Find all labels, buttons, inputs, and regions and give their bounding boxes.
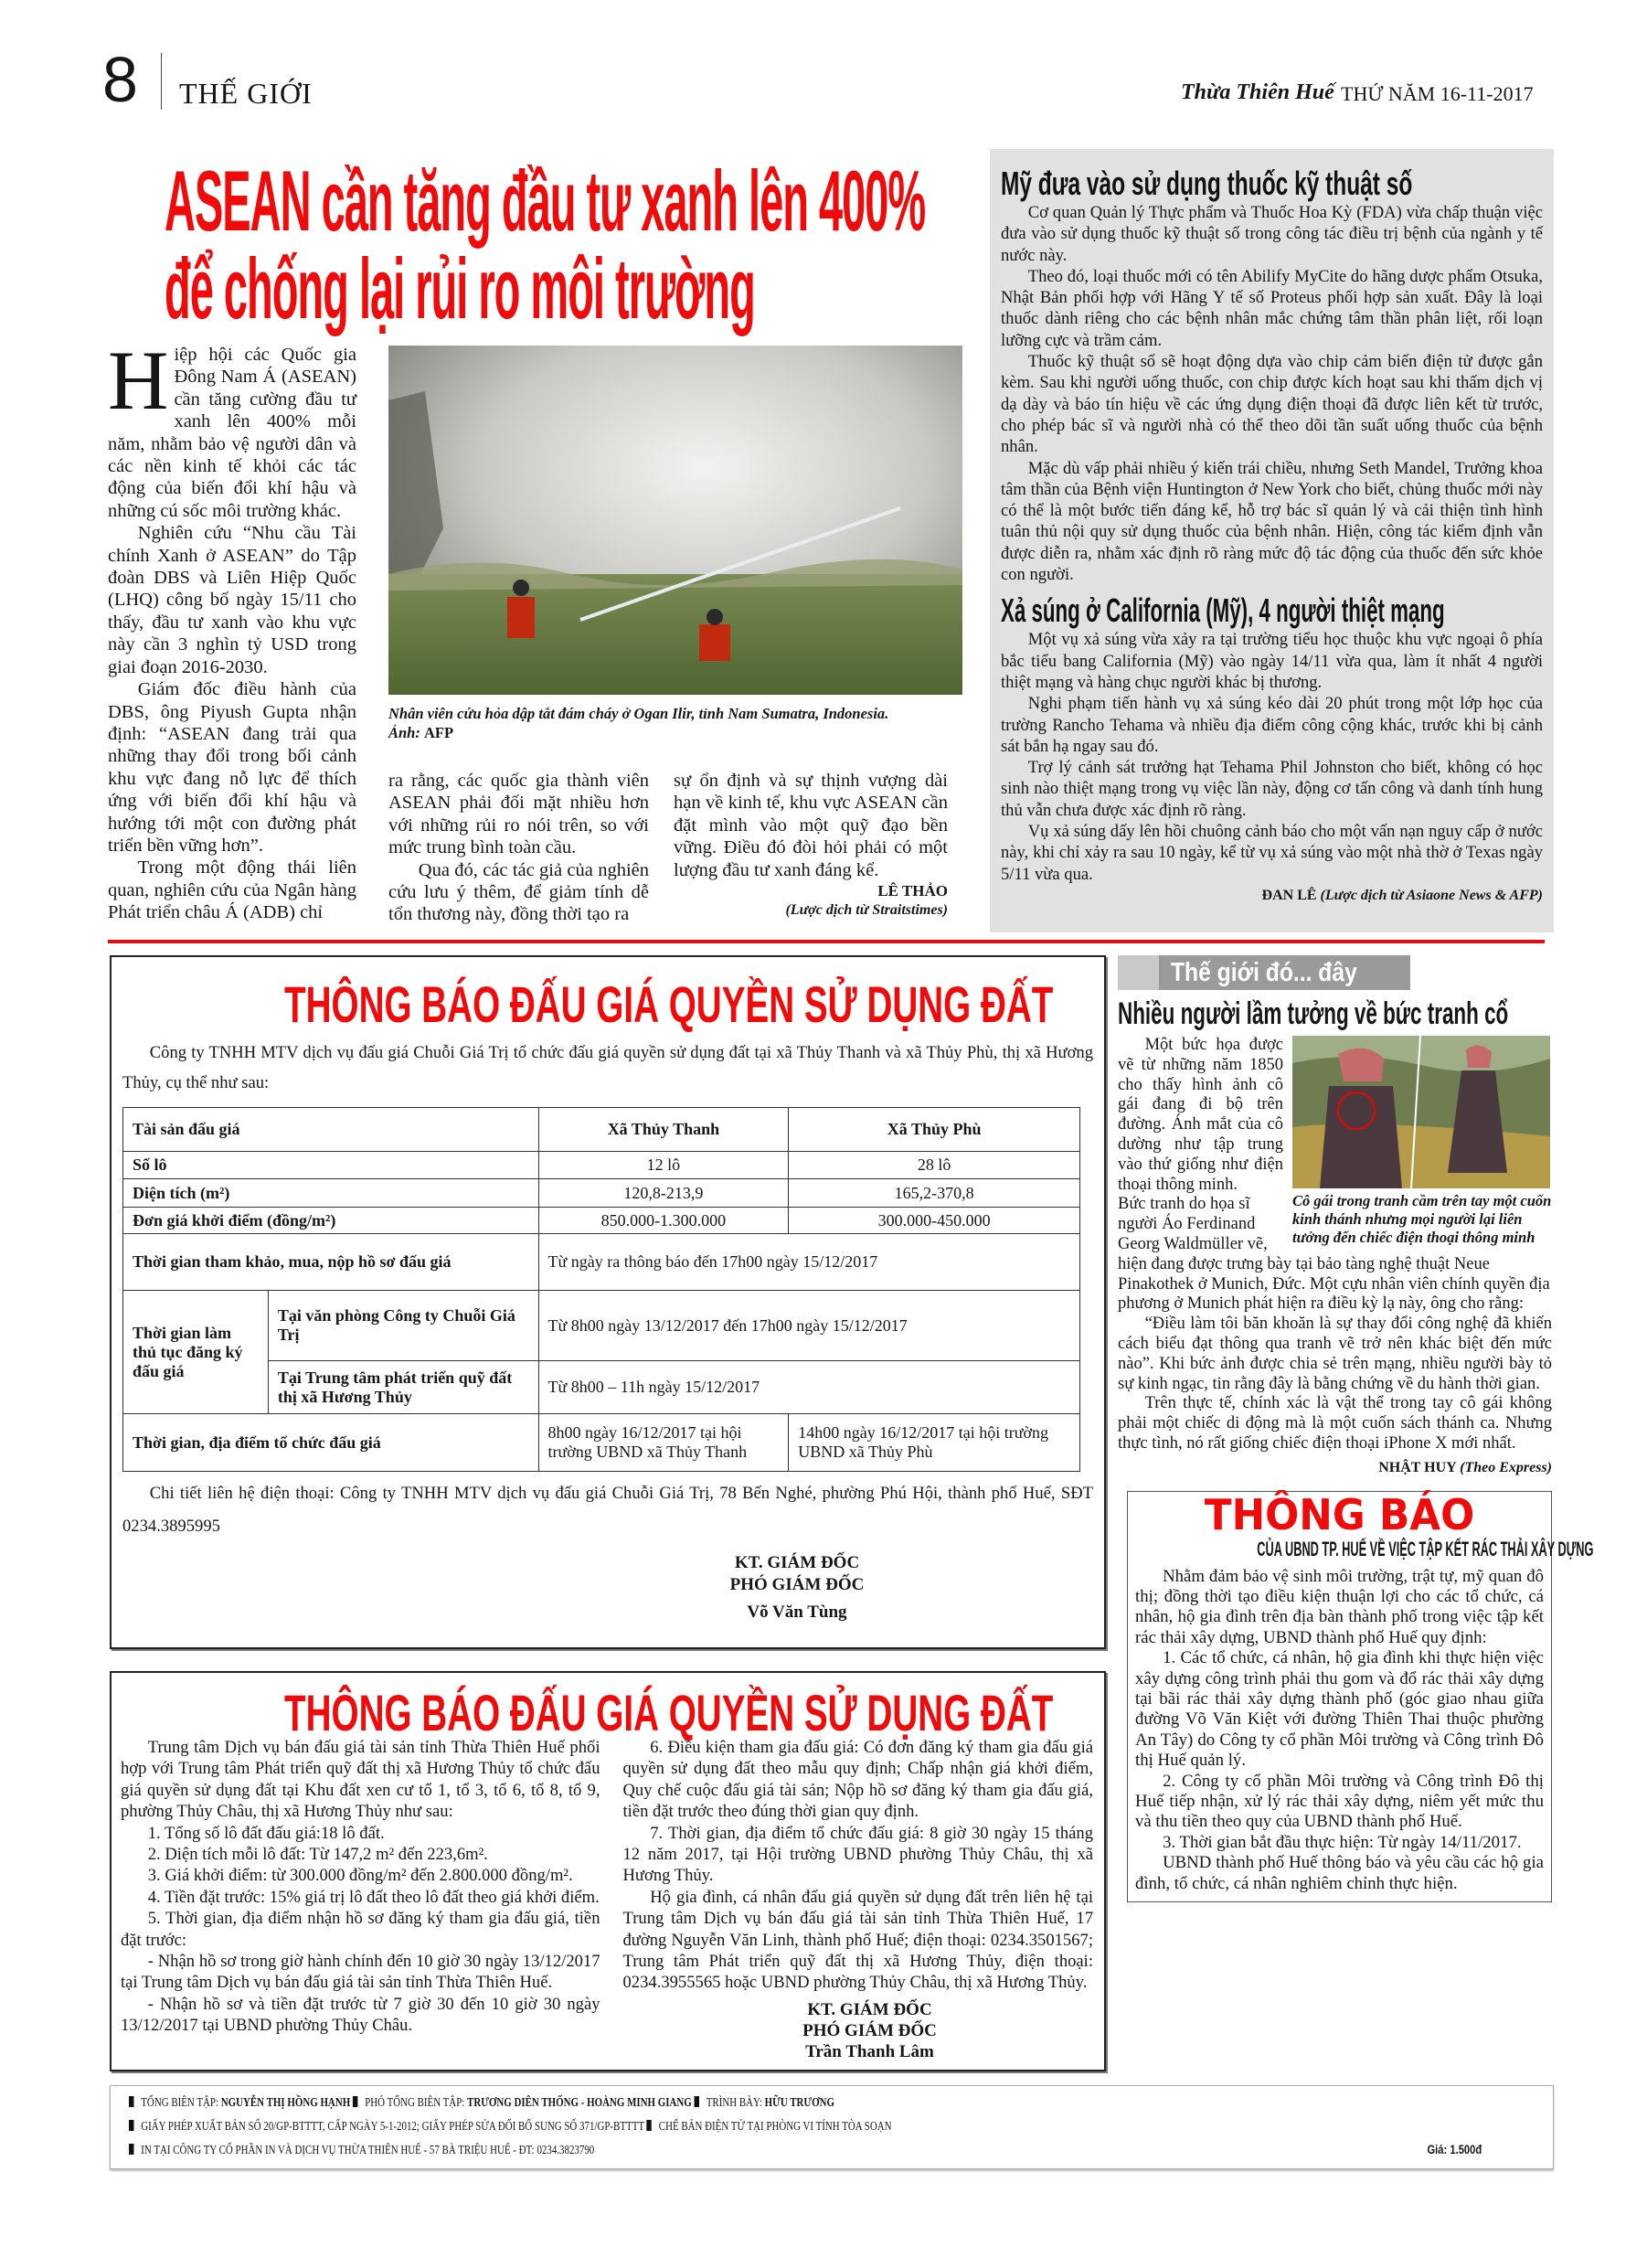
painting-image xyxy=(1292,1036,1550,1188)
photo-caption xyxy=(388,704,964,742)
table-header: Xã Thủy Phù xyxy=(789,1108,1080,1152)
paragraph: 4. Tiền đặt trước: 15% giá trị lô đất theo lô đất theo giá khởi điểm. xyxy=(147,1887,600,1907)
paragraph: Nghiên cứu “Nhu cầu Tài chính Xanh ở ASEAN” do Tập đoàn DBS và Liên Hiệp Quốc (LHQ) công bố ngày 15/11 cho thấy, đầu tư xanh vào khu vực này cần 3 nghìn tỷ USD trong giai đoạn 2016-2030. xyxy=(108,523,356,677)
paragraph: Nhằm đảm bảo vệ sinh môi trường, trật tự, mỹ quan đô thị; đồng thời tạo điều kiện thuận lợi cho các tổ chức, cá nhân, hộ gia đình trên địa bàn thành phố trong việc tập kết rác thải xây dựng, UBND thành phố Huế quy định: xyxy=(1135,1566,1544,1647)
paragraph: - Nhận hồ sơ và tiền đặt trước từ 7 giờ 30 đến 10 giờ 30 ngày 13/12/2017 tại UBND phường Thủy Châu. xyxy=(121,1994,600,2036)
paragraph: Thuốc kỹ thuật số sẽ hoạt động dựa vào chip cảm biến điện tử được gắn kèm. Sau khi người uống thuốc, con chip được kích hoạt sau khi thấm dịch vị dạ dày và báo tín hiệu về các ứng dụng điện thoại đã được liên kết từ trước, cho phép bác sĩ và người nhà có thể theo dõi tần suất uống thuốc của bệnh nhân. xyxy=(1001,352,1543,457)
auction2-column-2 xyxy=(623,1737,1094,2062)
paragraph: 2. Diện tích mỗi lô đất: Từ 147,2 m² đến 223,6m². xyxy=(147,1845,488,1865)
photo-credit: AFP xyxy=(423,724,454,741)
caption-text: Nhân viên cứu hỏa dập tắt đám cháy ở Ogan Ilir, tỉnh Nam Sumatra, Indonesia. xyxy=(388,705,889,722)
paragraph: Trợ lý cảnh sát trưởng hạt Tehama Phil Johnston cho biết, không có học sinh nào thiệt mạng trong vụ việc lần này, động cơ tấn công và danh tính hung thủ vẫn chưa được xác định rõ ràng. xyxy=(1001,758,1543,820)
paragraph: Vụ xả súng dấy lên hồi chuông cảnh báo cho một vấn nạn nguy cấp ở nước này, khi chỉ xảy ra sau 10 ngày, kể từ vụ xả súng vào một nhà thờ ở Texas ngày 5/11 vừa qua. xyxy=(1001,822,1543,884)
painting-figure xyxy=(1292,1036,1552,1247)
table-header: Tài sản đấu giá xyxy=(123,1108,539,1152)
paragraph: 7. Thời gian, địa điểm tổ chức đấu giá: 8 giờ 30 ngày 15 tháng 12 năm 2017, tại Hội trường UBND phường Thủy Châu, thị xã Hương Thủy. xyxy=(622,1823,1093,1886)
table-cell: Từ 8h00 ngày 13/12/2017 đến 17h00 ngày 15/12/2017 xyxy=(538,1291,1079,1361)
signature-name: Trần Thanh Lâm xyxy=(805,2041,934,2061)
table-cell: 8h00 ngày 16/12/2017 tại hội trường UBND xã Thủy Thanh xyxy=(538,1414,789,1472)
paragraph: 5. Thời gian, địa điểm nhận hồ sơ đăng ký tham gia đấu giá, tiền đặt trước: xyxy=(121,1909,600,1950)
source: (Lược dịch từ Asiaone News & AFP) xyxy=(1320,887,1543,903)
signature-title: KT. GIÁM ĐỐC xyxy=(807,1999,932,2019)
table-header: Xã Thủy Thanh xyxy=(538,1108,789,1152)
paragraph: Bức tranh do họa sĩ người Áo xyxy=(1118,1195,1250,1234)
table-cell: 165,2-370,8 xyxy=(789,1179,1080,1208)
painting-caption: Cô gái trong tranh cầm trên tay một cuốn kinh thánh nhưng mọi người lại liên tưởng đến chiếc điện thoại thông minh xyxy=(1292,1192,1552,1246)
auction2-column-1 xyxy=(121,1737,600,2062)
issue-date: THỨ NĂM 16-11-2017 xyxy=(1341,82,1534,105)
table-cell: Thời gian tham khảo, mua, nộp hồ sơ đấu giá xyxy=(123,1234,539,1291)
article-column-2 xyxy=(388,770,649,926)
paragraph: Qua đó, các tác giả của nghiên cứu lưu ý thêm, để giảm tính dễ tổn thương này, đồng thời tạo ra xyxy=(388,859,649,925)
license-info: GIẤY PHÉP XUẤT BẢN SỐ 20/GP-BTTTT, CẤP NGÀY 5-1-2012; GIẤY PHÉP SỬA ĐỔI BỔ SUNG SỐ 371/GP-BTTTT xyxy=(141,2119,644,2134)
source: (Lược dịch từ Straitstimes) xyxy=(785,902,948,919)
main-headline-line1: ASEAN cần tăng đầu tư xanh lên 400% xyxy=(165,153,926,249)
signature-title: KT. GIÁM ĐỐC xyxy=(734,1553,860,1572)
paragraph: Trên thực tế, chính xác là vật thể trong tay cô gái không phải một chiếc di động mà là một cuốn sách thánh ca. Nhưng thực tình, nó rất giống chiếc điện thoại iPhone X mới nhất. xyxy=(1118,1394,1552,1453)
main-headline-line2: để chống lại rủi ro môi trường xyxy=(165,240,755,336)
main-headline xyxy=(108,149,972,344)
author: LÊ THẢO xyxy=(877,882,948,900)
table-cell: 300.000-450.000 xyxy=(789,1208,1080,1234)
table-cell: 28 lô xyxy=(789,1152,1080,1179)
table-cell: Thời gian, địa điểm tổ chức đấu giá xyxy=(123,1414,539,1472)
auction2-title: THÔNG BÁO ĐẤU GIÁ QUYỀN SỬ DỤNG ĐẤT xyxy=(284,1684,1054,1741)
paragraph: Giám đốc điều hành của DBS, ông Piyush Gupta nhận định: “ASEAN đang trải qua những thay đổi trong bối cảnh khu vực đang nỗ lực để thích ứng với biến đổi khí hậu và hướng tới một con đường phát triển bền vững hơn”. xyxy=(108,679,356,856)
painting-story xyxy=(1118,1036,1552,1478)
paragraph: 1. Các tổ chức, cá nhân, hộ gia đình khi thực hiện việc xây dựng công trình phải thu gom và đổ rác thải xây dựng tại bãi rác thải xây dựng thành phố (góc giao nhau giữa đường Võ Văn Kiệt với đường Thiên Thai thuộc phường An Tây) do Công ty cổ phần Môi trường và Công trình Đô thị Huế quản lý. xyxy=(1135,1648,1544,1771)
footer-label: TRÌNH BÀY: xyxy=(706,2095,762,2110)
paragraph: 3. Thời gian bắt đầu thực hiện: Từ ngày 14/11/2017. xyxy=(1163,1832,1522,1852)
author: ĐAN LÊ xyxy=(1261,887,1317,903)
price: Giá: 1.500đ xyxy=(1427,2141,1482,2156)
table-cell: Tại Trung tâm phát triển quỹ đất thị xã Hương Thủy xyxy=(268,1361,538,1414)
typesetting-info: CHẾ BẢN ĐIỆN TỬ TẠI PHÒNG VI TÍNH TÒA SOẠN xyxy=(658,2119,892,2134)
paragraph: ra rằng, các quốc gia thành viên ASEAN phải đối mặt nhiều hơn với những rủi ro nói trên, so với mức trung bình toàn cầu. xyxy=(388,771,649,858)
section-banner xyxy=(1118,955,1410,990)
table-cell: Diện tích (m²) xyxy=(123,1179,539,1208)
right-column xyxy=(1118,955,1594,1902)
credit-label: Ảnh: xyxy=(388,724,420,741)
table-cell: 14h00 ngày 16/12/2017 tại hội trường UBND xã Thủy Phù xyxy=(789,1414,1080,1472)
masthead-footer xyxy=(110,2085,1554,2169)
page-number: 8 xyxy=(102,44,138,115)
auction1-title: THÔNG BÁO ĐẤU GIÁ QUYỀN SỬ DỤNG ĐẤT xyxy=(284,975,1054,1033)
table-cell: Từ ngày ra thông báo đến 17h00 ngày 15/12/2017 xyxy=(538,1234,1079,1291)
auction1-intro: Công ty TNHH MTV dịch vụ đấu giá Chuỗi Giá Trị tổ chức đấu giá quyền sử dụng đất tại xã Thủy Thanh và xã Thủy Phù, thị xã Hương Thủy, cụ thể như sau: xyxy=(122,1043,1093,1092)
table-cell: Từ 8h00 – 11h ngày 15/12/2017 xyxy=(538,1361,1079,1414)
printer-info: IN TẠI CÔNG TY CỔ PHẦN IN VÀ DỊCH VỤ THỪA THIÊN HUẾ - 57 BÀ TRIỆU HUẾ - ĐT: 0234.3823790 xyxy=(141,2143,595,2157)
paragraph: Theo đó, loại thuốc mới có tên Abilify MyCite do hãng dược phẩm Otsuka, Nhật Bản phối hợp với Hãng Y tế số Proteus phối hợp sản xuất. Đây là loại thuốc dành riêng cho các bệnh nhân mắc chứng tâm thần phân liệt, rối loạn lưỡng cực và trầm cảm. xyxy=(1001,266,1543,350)
author: NHẬT HUY xyxy=(1378,1459,1457,1475)
table-cell: Số lô xyxy=(123,1152,539,1179)
page-body xyxy=(108,149,1594,2169)
source: (Theo Express) xyxy=(1460,1459,1552,1475)
paragraph: Cơ quan Quản lý Thực phẩm và Thuốc Hoa Kỳ (FDA) vừa chấp thuận việc đưa vào sử dụng thuốc kỹ thuật số trong công tác điều trị bệnh của ngành y tế nước này. xyxy=(1001,203,1543,265)
paragraph: Trung tâm Dịch vụ bán đấu giá tài sản tỉnh Thừa Thiên Huế phối hợp với Trung tâm Phát triển quỹ đất thị xã Hương Thủy tổ chức đấu giá quyền sử dụng đất tại Khu đất xen cư tổ 1, tổ 3, tổ 6, tổ 8, tổ 9, phường Thủy Châu, thị xã Hương Thủy như sau: xyxy=(121,1738,600,1822)
bottom-section xyxy=(108,955,1594,2071)
paragraph: Một vụ xả súng vừa xảy ra tại trường tiểu học thuộc khu vực ngoại ô phía bắc tiểu bang California (Mỹ) vào ngày 14/11 vừa qua, làm ít nhất 4 người thiệt mạng và hàng chục người khác bị thương. xyxy=(1001,630,1543,692)
banner-text: Thế giới đó... đây xyxy=(1171,958,1357,987)
footer-label: TỔNG BIÊN TẬP: xyxy=(141,2095,218,2110)
signature-title: PHÓ GIÁM ĐỐC xyxy=(729,1575,865,1594)
signature-name: Võ Văn Tùng xyxy=(747,1603,847,1622)
paragraph: 1. Tổng số lô đất đấu giá:18 lô đất. xyxy=(147,1823,385,1843)
table-cell: Thời gian làm thủ tục đăng ký đấu giá xyxy=(123,1291,269,1414)
paragraph: - Nhận hồ sơ trong giờ hành chính đến 10 giờ 30 ngày 13/12/2017 tại Trung tâm Dịch vụ bán đấu giá tài sản tỉnh Thừa Thiên Huế. xyxy=(121,1952,600,1993)
article-column-1 xyxy=(108,334,356,924)
editor-in-chief: NGUYỄN THỊ HỒNG HẠNH xyxy=(220,2095,351,2110)
paragraph: 6. Điều kiện tham gia đấu giá: Có đơn đăng ký tham gia đấu giá quyền sử dụng đất theo mẫu quy định; Chấp nhận giá khởi điểm, Quy chế cuộc đấu giá tài sản; Nộp hồ sơ đăng ký tham gia đấu giá, tiền đặt trước theo đúng thời gian quy định. xyxy=(622,1738,1093,1822)
paragraph: sự ổn định và sự thịnh vượng dài hạn về kinh tế, khu vực ASEAN cần đặt mình vào một quỹ đạo bền vững. Điều đó đòi hỏi phải có một lượng đầu tư xanh đáng kể. xyxy=(674,771,948,880)
article-column-3 xyxy=(674,770,948,926)
paragraph: “Điều làm tôi băn khoăn là sự thay đổi công nghệ đã khiến cách biểu đạt thông qua tranh vẽ trở nên khác biệt đến mức nào”. Khi bức ảnh được chia sẻ trên mạng, nhiều người bày tỏ sự kinh ngạc, tin rằng đây là bằng chứng về du hành thời gian. xyxy=(1118,1315,1552,1393)
table-cell: 12 lô xyxy=(538,1152,789,1179)
paragraph: iệp hội các Quốc gia Đông Nam Á (ASEAN) cần tăng cường đầu tư xanh lên 400% mỗi năm, nhằm bảo vệ người dân và các nền kinh tế khỏi các tác động của biến đổi khí hậu và những cú sốc môi trường khác. xyxy=(108,345,356,521)
paragraph: Mặc dù vấp phải nhiều ý kiến trái chiều, nhưng Seth Mandel, Trưởng khoa tâm thần của Bệnh viện Huntington ở New York cho biết, chủng thuốc mới này có thể là một bước tiến đáng kể, hỗ trợ bác sĩ quản lý và cải thiện tình hình tuân thủ nội quy sử dụng thuốc của bệnh nhân. Hiện, công tác kiểm định vẫn được diễn ra, nhằm xác định rõ ràng mức độ tác động của thuốc đến sức khỏe con người. xyxy=(1001,458,1543,585)
section-name: THẾ GIỚI xyxy=(179,77,313,110)
notice-title: THÔNG BÁO xyxy=(1204,1489,1475,1539)
top-section xyxy=(108,149,1554,932)
paragraph: Hộ gia đình, cá nhân đấu giá quyền sử dụng đất trên liên hệ tại Trung tâm Dịch vụ bán đấu giá tài sản tỉnh Thừa Thiên Huế, 17 đường Nguyễn Văn Linh, thành phố Huế; điện thoại: 0234.3501567; Trung tâm Phát triển quỹ đất thị xã Hương Thủy, điện thoại: 0234.3955565 hoặc UBND phường Thủy Châu, thị xã Hương Thủy. xyxy=(622,1887,1093,1993)
drop-cap: H xyxy=(108,334,169,427)
auction-notice-1 xyxy=(110,955,1106,1649)
table-cell: 120,8-213,9 xyxy=(538,1179,789,1208)
paragraph: Một bức họa được vẽ từ những năm 1850 cho thấy hình ảnh cô gái đang đi bộ trên đường. Ánh mắt của cô dường như tập trung vào thứ giống như điện thoại thông minh. xyxy=(1118,1036,1283,1194)
table-cell: Đơn giá khởi điểm (đồng/m²) xyxy=(123,1208,539,1234)
paragraph: 2. Công ty cổ phần Môi trường và Công trình Đô thị Huế tiếp nhận, xử lý rác thải xây dựng, niêm yết mức thu và thu tiền theo quy của UBND thành phố Huế. xyxy=(1135,1771,1544,1832)
table-cell: Tại văn phòng Công ty Chuỗi Giá Trị xyxy=(268,1291,538,1361)
notice-subtitle: CỦA UBND TP. HUẾ VỀ VIỆC TẬP KẾT RÁC THẢI XÂY DỰNG xyxy=(1257,1537,1594,1560)
table-cell: 850.000-1.300.000 xyxy=(538,1208,789,1234)
wildfire-photo xyxy=(388,346,962,695)
paragraph: Nghi phạm tiến hành vụ xả súng kéo dài 20 phút trong một lớp học của trường Rancho Tehama và nhiều địa điểm công cộng khác, trước khi bị cảnh sát bắn hạ ngay sau đó. xyxy=(1001,694,1543,756)
paragraph: Trong một động thái liên quan, nghiên cứu của Ngân hàng Phát triển châu Á (ADB) chỉ xyxy=(108,857,356,923)
main-article xyxy=(108,149,972,926)
auction1-contact: Chi tiết liên hệ điện thoại: Công ty TNHH MTV dịch vụ đấu giá Chuỗi Giá Trị, 78 Bến Nghé, phường Phú Hội, thành phố Huế, SĐT 0234.3895995 xyxy=(122,1484,1093,1536)
signature-title: PHÓ GIÁM ĐỐC xyxy=(802,2020,937,2040)
sidebar-story1-title: Mỹ đưa vào sử dụng thuốc kỹ thuật số xyxy=(1001,165,1413,202)
waste-notice xyxy=(1127,1489,1594,1903)
newspaper-name: Thừa Thiên Huế xyxy=(1181,80,1334,104)
auction1-table xyxy=(122,1107,1080,1472)
painting-story-title: Nhiều người lầm tưởng về bức tranh cổ xyxy=(1118,996,1509,1031)
auction-notice-2 xyxy=(110,1671,1106,2071)
sidebar-story2-title: Xả súng ở California (Mỹ), 4 người thiệt mạng xyxy=(1001,591,1445,630)
red-divider xyxy=(108,940,1545,943)
paragraph: UBND thành phố Huế thông báo và yêu cầu các hộ gia đình, tổ chức, cá nhân nghiêm chỉnh thực hiện. xyxy=(1135,1853,1544,1893)
header-divider xyxy=(161,53,162,110)
footer-label: PHÓ TỔNG BIÊN TẬP: xyxy=(365,2095,465,2110)
paragraph: 3. Giá khởi điểm: từ 300.000 đồng/m² đến 2.800.000 đồng/m². xyxy=(147,1866,573,1886)
layout-designer: HỮU TRƯƠNG xyxy=(764,2095,834,2110)
paragraph: Ferdinand Georg Waldmüller vẽ, hiện đang được trưng bày tại bảo tàng nghệ thuật Neue Pinakothek ở Munich, Đức. Một cựu nhân viên chính quyền địa phương ở Munich phát hiện ra điều kỳ lạ này, ông cho rằng: xyxy=(1118,1215,1550,1314)
deputy-editors: TRƯƠNG DIÊN THỐNG - HOÀNG MINH GIANG xyxy=(467,2095,692,2110)
world-news-sidebar xyxy=(990,149,1554,932)
